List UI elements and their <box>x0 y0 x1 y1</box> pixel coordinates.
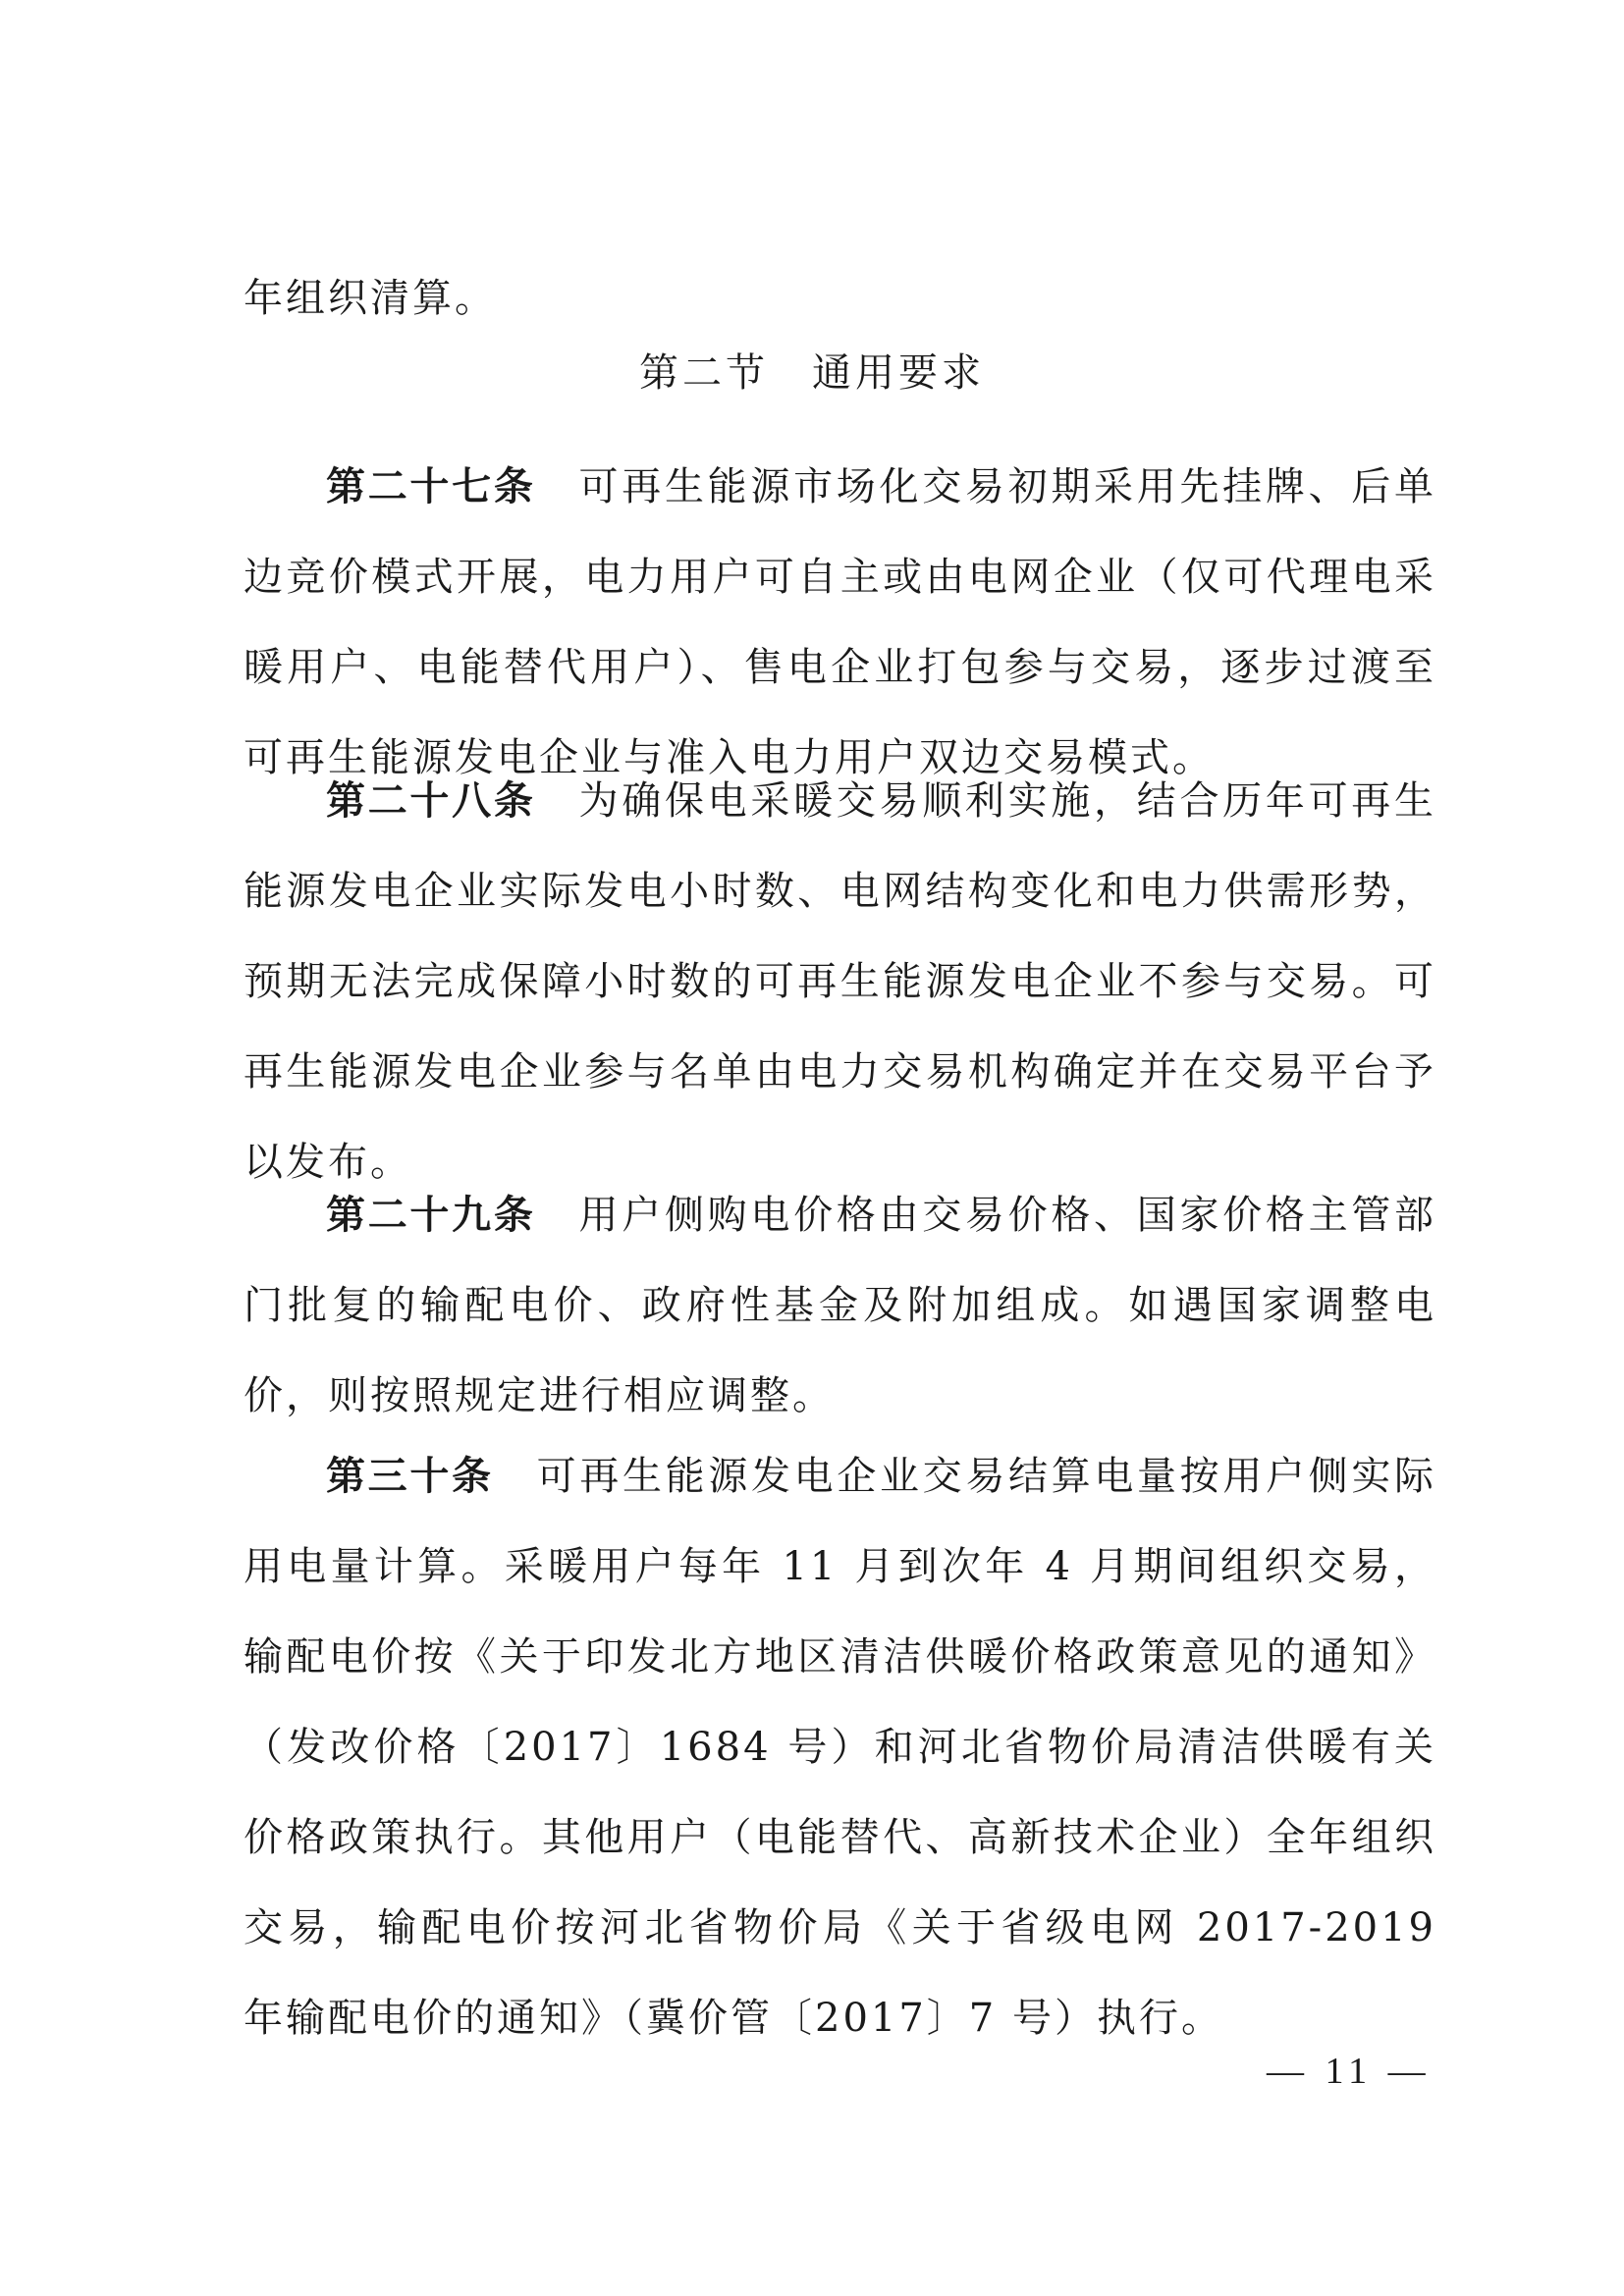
article-text: 可再生能源发电企业交易结算电量按用户侧实际用电量计算。采暖用户每年 11 月到次年 4 月期间组织交易，输配电价按《关于印发北方地区清洁供暖价格政策意见的通知》（发改价格〔2017〕1684 号）和河北省物价局清洁供暖有关价格政策执行。其他用户（电能替代、高新技术企业）全年组织交易，输配电价按河北省物价局《关于省级电网 2017-2019 年输配电价的通知》（冀价管〔2017〕7 号）执行。 <box>244 1454 1437 2041</box>
article-number: 第二十七条 <box>326 464 536 509</box>
page-number: — 11 — <box>1267 2051 1432 2092</box>
article-text: 为确保电采暖交易顺利实施，结合历年可再生能源发电企业实际发电小时数、电网结构变化和电力供需形势，预期无法完成保障小时数的可再生能源发电企业不参与交易。可再生能源发电企业参与名单由电力交易机构确定并在交易平台予以发布。 <box>244 778 1437 1185</box>
article-number: 第二十八条 <box>326 778 536 824</box>
article-29 <box>244 1170 1436 1441</box>
article-text: 可再生能源市场化交易初期采用先挂牌、后单边竞价模式开展，电力用户可自主或由电网企业（仅可代理电采暖用户、电能替代用户）、售电企业打包参与交易，逐步过渡至可再生能源发电企业与准入电力用户双边交易模式。 <box>244 464 1437 780</box>
article-28 <box>244 756 1436 1207</box>
article-27 <box>244 442 1436 803</box>
article-number: 第二十九条 <box>326 1193 536 1238</box>
continuation-text: 年组织清算。 <box>244 276 497 321</box>
article-text: 用户侧购电价格由交易价格、国家价格主管部门批复的输配电价、政府性基金及附加组成。如遇国家调整电价，则按照规定进行相应调整。 <box>244 1193 1437 1418</box>
article-30 <box>244 1431 1436 2063</box>
section-heading: 第二节 通用要求 <box>639 350 985 396</box>
article-number: 第三十条 <box>326 1454 494 1499</box>
